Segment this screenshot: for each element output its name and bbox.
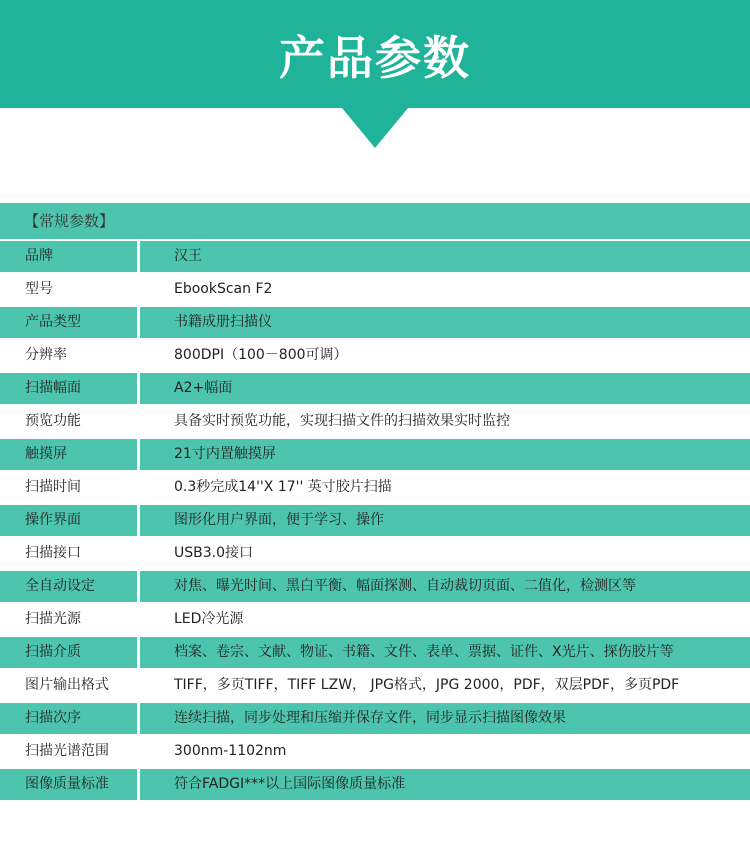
table-row [0, 703, 750, 734]
row-value: USB3.0接口 [174, 545, 254, 561]
row-label: 全自动设定 [25, 578, 95, 594]
row-label: 品牌 [25, 248, 53, 264]
table-row [0, 505, 750, 536]
row-value: 对焦、曝光时间、黑白平衡、幅面探测、自动裁切页面、二值化，检测区等 [174, 578, 636, 594]
table-row [0, 472, 750, 503]
row-label: 扫描光谱范围 [25, 743, 109, 759]
row-value: TIFF，多页TIFF，TIFF LZW， JPG格式，JPG 2000，PDF，双层PDF，多页PDF [174, 677, 680, 693]
table-row [0, 538, 750, 569]
table-row [0, 241, 750, 272]
row-value: 档案、卷宗、文献、物证、书籍、文件、表单、票据、证件、X光片、探伤胶片等 [174, 644, 674, 660]
table-row [0, 439, 750, 470]
banner-pointer [342, 108, 408, 148]
row-value: 连续扫描，同步处理和压缩并保存文件，同步显示扫描图像效果 [174, 710, 566, 726]
row-value: 0.3秒完成14''X 17'' 英寸胶片扫描 [174, 479, 392, 495]
table-row [0, 274, 750, 305]
row-value: 图形化用户界面，便于学习、操作 [174, 512, 384, 528]
row-value: 符合FADGI***以上国际图像质量标准 [174, 776, 406, 792]
row-value: 汉王 [174, 248, 202, 264]
row-label: 扫描时间 [25, 479, 81, 495]
row-label: 触摸屏 [25, 446, 67, 462]
row-label: 分辨率 [25, 347, 67, 363]
row-value: 具备实时预览功能，实现扫描文件的扫描效果实时监控 [174, 413, 510, 429]
row-value: 300nm-1102nm [174, 743, 287, 759]
spec-table [0, 241, 750, 802]
table-row [0, 571, 750, 602]
row-label: 扫描光源 [25, 611, 81, 627]
row-value: LED冷光源 [174, 611, 244, 627]
table-row [0, 670, 750, 701]
table-row [0, 340, 750, 371]
row-value: EbookScan F2 [174, 281, 273, 297]
row-label: 图片输出格式 [25, 677, 109, 693]
table-row [0, 307, 750, 338]
page-title: 产品参数 [279, 31, 471, 85]
row-label: 图像质量标准 [25, 776, 109, 792]
row-label: 扫描幅面 [25, 380, 81, 396]
table-row [0, 769, 750, 800]
row-label: 扫描次序 [25, 710, 81, 726]
row-label: 扫描介质 [25, 644, 81, 660]
table-row [0, 604, 750, 635]
row-label: 预览功能 [25, 413, 81, 429]
row-value: A2+幅面 [174, 380, 233, 396]
table-row [0, 637, 750, 668]
section-title: 【常规参数】 [0, 203, 750, 239]
row-value: 21寸内置触摸屏 [174, 446, 276, 462]
header-banner [0, 0, 750, 108]
table-row [0, 736, 750, 767]
row-value: 800DPI（100－800可调） [174, 347, 348, 363]
table-row [0, 406, 750, 437]
row-label: 型号 [25, 281, 53, 297]
row-label: 操作界面 [25, 512, 81, 528]
row-value: 书籍成册扫描仪 [174, 314, 272, 330]
row-label: 产品类型 [25, 314, 81, 330]
row-label: 扫描接口 [25, 545, 81, 561]
table-row [0, 373, 750, 404]
